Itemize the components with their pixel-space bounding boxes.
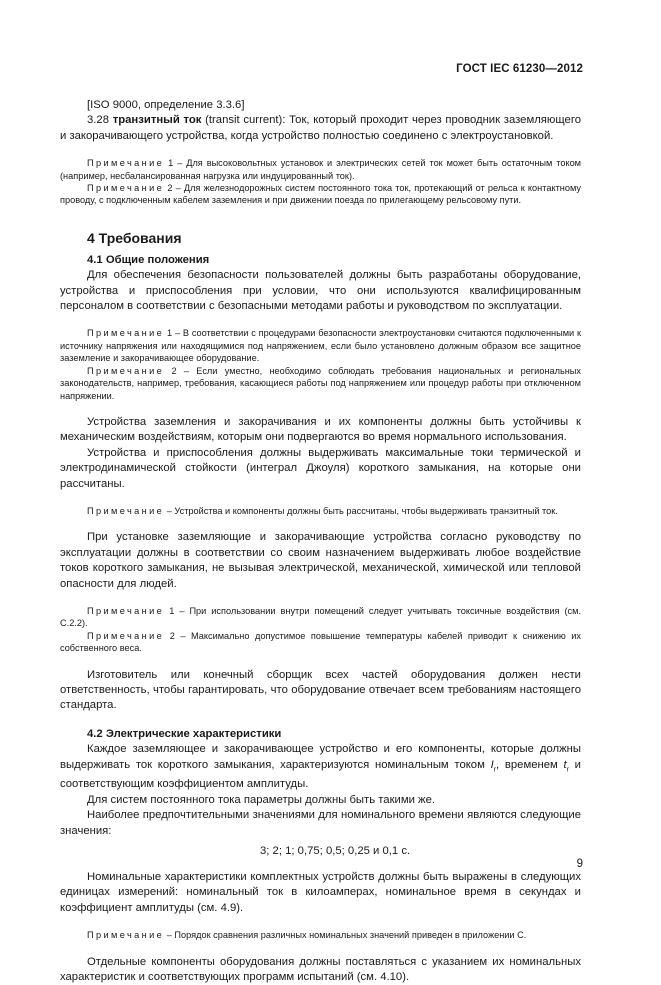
- note-text: – В соответствии с процедурами безопасности электроустановки считаются подключенными к источнику напряжения или находящимися под напряжением, если было установлено должным образом все защитное заземление и закорачивающее оборудование.: [60, 328, 582, 364]
- note-label: Примечание: [87, 630, 165, 641]
- note-text: – Порядок сравнения различных номинальных значений приведен в приложении С.: [166, 930, 527, 941]
- page-body: [60, 98, 581, 985]
- note-number: 1: [169, 605, 175, 616]
- note-text: – Если уместно, необходимо соблюдать требования национальных и региональных законодательств, например, требования, касающиеся работы под напряжением или процедур работы при отключенном напряжении.: [60, 365, 581, 401]
- paragraph: При установке заземляющие и закорачивающие устройства согласно руководству по эксплуатации должны в соответствии со своим назначением выдерживать любое воздействие токов короткого замыкания, не вызывая электрической, механической, химической или тепловой опасности для людей.: [60, 531, 581, 590]
- definition-text: (transit current): Ток, который проходит через проводник заземляющего и закорачивающего устройства, когда устройство полностью соединено с электроустановкой.: [60, 114, 581, 142]
- note-4-1-2: [60, 365, 581, 402]
- note-3-28-2: [60, 182, 581, 207]
- note-number: 1: [168, 158, 174, 169]
- note-label: Примечание: [87, 328, 165, 339]
- note-text: – Для высоковольтных установок и электрических сетей ток может быть остаточным током (например, несбалансированная нагрузка или индуцированный ток).: [60, 158, 581, 181]
- preferred-values: 3; 2; 1; 0,75; 0,5; 0,25 и 0,1 с.: [260, 844, 411, 857]
- section-4-1-title: 4.1 Общие положения: [87, 253, 210, 266]
- section-4-2-title: 4.2 Электрические характеристики: [87, 727, 282, 740]
- note-text: – При использовании внутри помещений следует учитывать токсичные воздействия (см. С.2.2).: [60, 605, 581, 629]
- note-text: – Для железнодорожных систем постоянного тока ток, протекающий от рельса к контактному проводу, с подключенным кабелем заземления и при движении поезда по прилегающему рельсовому пути.: [60, 183, 581, 206]
- paragraph: Наиболее предпочтительными значениями для номинального времени являются следующие значения:: [60, 809, 581, 837]
- section-4-title: 4 Требования: [87, 229, 182, 246]
- definition-number: 3.28: [87, 114, 109, 127]
- note-text: – Устройства и компоненты должны быть рассчитаны, чтобы выдерживать транзитный ток.: [166, 505, 558, 516]
- note-label: Примечание: [87, 930, 165, 941]
- note-4-2: [60, 929, 581, 941]
- note-number: 2: [169, 630, 175, 641]
- note-3-28-1: [60, 157, 581, 182]
- note-label: Примечание: [87, 365, 165, 376]
- paragraph: Для обеспечения безопасности пользователей должны быть разработаны оборудование, устройства и приспособления при условии, что они используются квалифицированным персоналом в соответствии с безопасными методами работы и руководством по эксплуатации.: [60, 269, 581, 313]
- paragraph: Номинальные характеристики комплектных устройств должны быть выражены в следующих единицах измерений: номинальный ток в килоамперах, номинальное время в секундах и коэффициент амплитуды (см. 4.9).: [60, 870, 581, 914]
- note-label: Примечание: [87, 183, 165, 194]
- paragraph-rated-values: [60, 742, 581, 792]
- note-label: Примечание: [87, 505, 165, 516]
- page-number: 9: [576, 858, 583, 870]
- note-number: 2: [171, 365, 177, 376]
- paragraph: Отдельные компоненты оборудования должны поставляться с указанием их номинальных характеристик и соответствующих программ испытаний (см. 4.10).: [60, 955, 581, 983]
- note-4-1-4: [60, 630, 581, 655]
- symbol-current: I: [490, 758, 494, 771]
- note-text: – Максимально допустимое повышение температуры кабелей приводит к снижению их собственного веса.: [60, 630, 581, 654]
- note-label: Примечание: [87, 605, 165, 616]
- symbol-time-subscript: r: [566, 765, 569, 773]
- text-part: Каждое заземляющее и закорачивающее устройство и его компоненты, которые должны выдерживать ток короткого замыкания, характеризуются номинальным током: [60, 743, 581, 771]
- symbol-time: t: [563, 758, 567, 771]
- standard-code-header: ГОСТ IEC 61230—2012: [456, 63, 583, 75]
- paragraph: Устройства заземления и закорачивания и их компоненты должны быть устойчивы к механическим воздействиям, которым они подвергаются во время нормального использования.: [60, 415, 581, 444]
- note-4-1-transit: [60, 505, 581, 517]
- text-part: и соответствующим коэффициентом амплитуды.: [60, 758, 581, 791]
- note-number: 1: [167, 328, 173, 339]
- note-label: Примечание: [87, 158, 165, 169]
- definition-term: транзитный ток: [112, 114, 202, 127]
- paragraph: Изготовитель или конечный сборщик всех частей оборудования должен нести ответственность, чтобы гарантировать, что оборудование отвечает всем требованиям настоящего стандарта.: [60, 668, 581, 712]
- iso-reference: [ISO 9000, определение 3.3.6]: [87, 99, 245, 111]
- paragraph: Устройства и приспособления должны выдерживать максимальные токи термической и электродинамической стойкости (интеграл Джоуля) короткого замыкания, на которые они рассчитаны.: [60, 446, 581, 490]
- definition-3-28: [60, 113, 581, 144]
- paragraph: Для систем постоянного тока параметры должны быть такими же.: [87, 793, 436, 806]
- text-part: , временем: [496, 758, 564, 771]
- symbol-current-subscript: r: [493, 765, 497, 773]
- note-number: 2: [167, 183, 173, 194]
- note-4-1-3: [60, 605, 581, 630]
- note-4-1-1: [60, 327, 581, 364]
